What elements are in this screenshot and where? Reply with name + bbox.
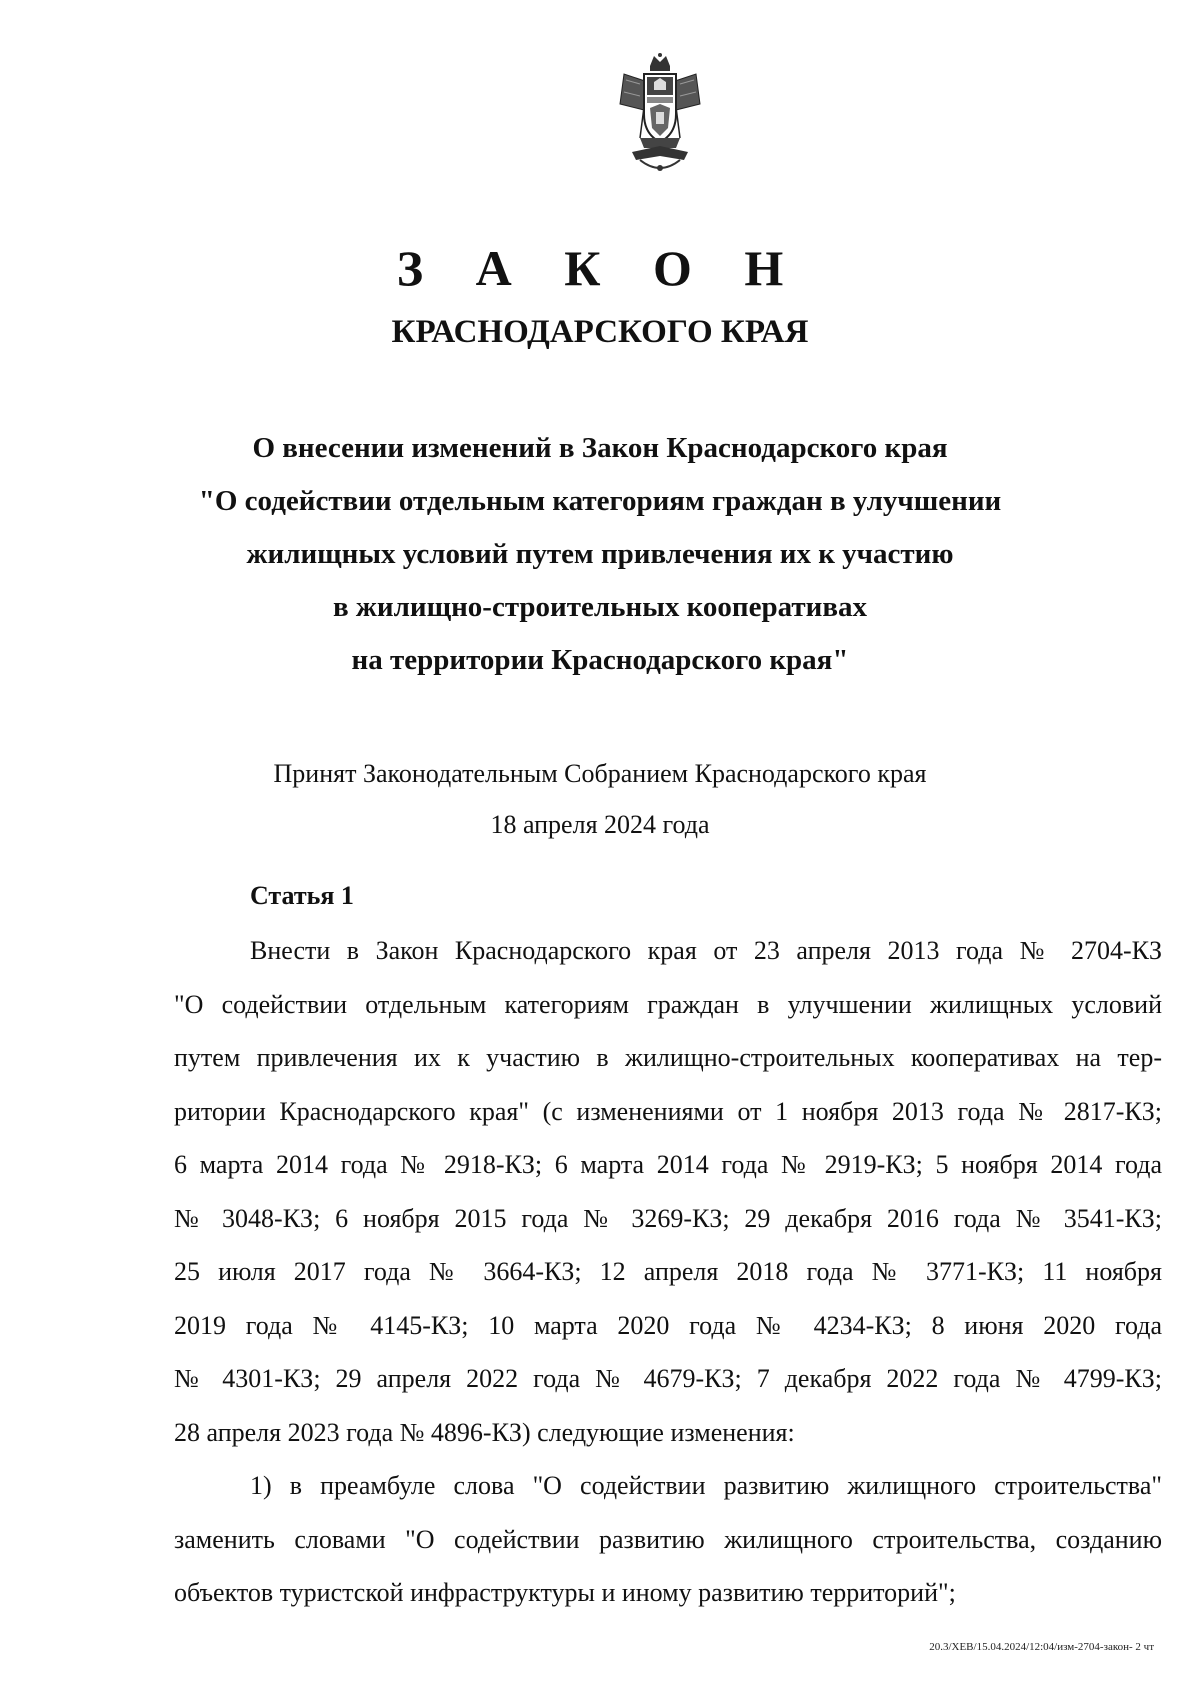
body-line: заменить словами "О содействии развитию жилищного строительства, созданию [174, 1524, 1162, 1554]
krasnodar-coat-of-arms-icon [610, 52, 710, 182]
region-title: КРАСНОДАРСКОГО КРАЯ [391, 314, 809, 350]
body-line: № 4301-КЗ; 29 апреля 2022 года № 4679-КЗ; 7 декабря 2022 года № 4799-КЗ; [174, 1364, 1162, 1393]
subject-line: О внесении изменений в Закон Краснодарского края [252, 432, 948, 464]
body-line: ритории Краснодарского края" (с изменениями от 1 ноября 2013 года № 2817-КЗ; [174, 1096, 1162, 1126]
body-line: объектов туристской инфраструктуры и иному развитию территорий"; [174, 1578, 956, 1607]
body-line: путем привлечения их к участию в жилищно-строительных кооперативах на тер- [174, 1043, 1162, 1072]
subject-line: "О содействии отдельным категориям граждан в улучшении [198, 485, 1002, 517]
body-line: 25 июля 2017 года № 3664-КЗ; 12 апреля 2018 года № 3771-КЗ; 11 ноября [174, 1257, 1162, 1286]
adoption-note [0, 748, 1200, 850]
article-body [174, 924, 1162, 1620]
document-code: 20.3/ХЕВ/15.04.2024/12:04/изм-2704-закон- 2 чт [929, 1641, 1154, 1653]
law-subject [150, 422, 1050, 687]
body-line: 1) в преамбуле слова "О содействии развитию жилищного строительства" [250, 1471, 1162, 1500]
body-line: 6 марта 2014 года № 2918-КЗ; 6 марта 2014 года № 2919-КЗ; 5 ноября 2014 года [174, 1150, 1162, 1179]
law-title: З А К О Н [396, 240, 804, 296]
body-line: № 3048-КЗ; 6 ноября 2015 года № 3269-КЗ; 29 декабря 2016 года № 3541-КЗ; [174, 1203, 1162, 1233]
subject-line: в жилищно-строительных кооперативах [332, 591, 867, 623]
body-line: "О содействии отдельным категориям граждан в улучшении жилищных условий [174, 989, 1162, 1019]
article-heading: Статья 1 [250, 881, 354, 910]
body-line: 28 апреля 2023 года № 4896-КЗ) следующие изменения: [174, 1417, 795, 1447]
adoption-body: Принят Законодательным Собранием Краснодарского края [273, 759, 927, 788]
body-line: 2019 года № 4145-КЗ; 10 марта 2020 года № 4234-КЗ; 8 июня 2020 года [174, 1310, 1162, 1340]
subject-line: жилищных условий путем привлечения их к участию [246, 538, 954, 570]
body-line: Внести в Закон Краснодарского края от 23 апреля 2013 года № 2704-КЗ [250, 936, 1162, 965]
adoption-date: 18 апреля 2024 года [490, 810, 710, 839]
subject-line: на территории Краснодарского края" [351, 644, 849, 676]
